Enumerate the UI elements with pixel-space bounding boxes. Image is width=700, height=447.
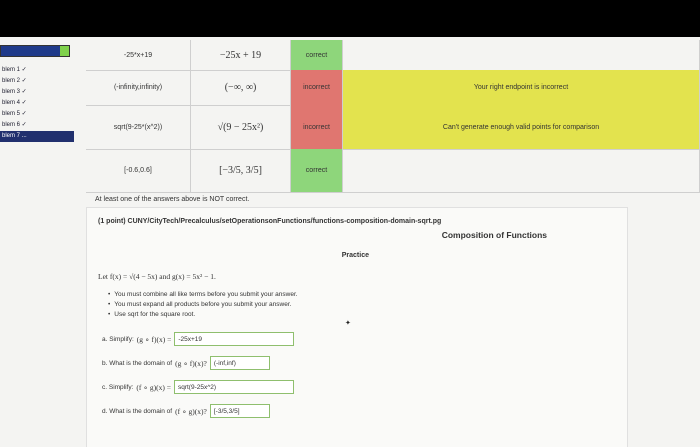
screen [0, 37, 700, 447]
sidebar-item-problem-4[interactable]: blem 4 ✓ [2, 100, 27, 106]
table-row [86, 149, 700, 193]
problem-list [0, 65, 74, 142]
status-badge: correct [291, 40, 343, 70]
sidebar-item-problem-1[interactable]: blem 1 ✓ [2, 67, 27, 73]
answer-input-d[interactable]: [-3/5,3/5] [210, 404, 270, 418]
problem-title: Composition of Functions [441, 230, 547, 240]
sidebar-item-problem-7[interactable]: blem 7 ... [0, 131, 74, 142]
question-label: d. What is the domain of [102, 407, 173, 415]
results-summary: At least one of the answers above is NOT correct. [95, 196, 250, 203]
table-row [86, 105, 700, 150]
sidebar-item-problem-5[interactable]: blem 5 ✓ [2, 111, 27, 117]
list-item: • You must expand all products before you submit your answer. [108, 300, 298, 310]
progress-bar [0, 45, 70, 57]
result-message: Your right endpoint is incorrect [343, 70, 700, 105]
status-badge: incorrect [291, 105, 343, 149]
question-c [102, 380, 294, 394]
entered-answer: sqrt(9-25*(x^2)) [86, 105, 191, 149]
instructions-list [108, 290, 298, 320]
mouse-cursor-icon: ✦ [345, 320, 351, 327]
table-row [86, 40, 700, 71]
entered-answer: [-0.6,0.6] [86, 149, 191, 192]
sidebar-item-problem-2[interactable]: blem 2 ✓ [2, 78, 27, 84]
list-item: • Use sqrt for the square root. [108, 310, 298, 320]
question-b [102, 356, 270, 370]
answer-input-c[interactable]: sqrt(9-25x^2) [174, 380, 294, 394]
sidebar [0, 37, 74, 447]
sidebar-item-problem-6[interactable]: blem 6 ✓ [2, 122, 27, 128]
question-label: c. Simplify: [102, 383, 134, 391]
problem-header: (1 point) CUNY/CityTech/Precalculus/setOperationsonFunctions/functions-composition-domain-sqrt.pg [98, 218, 442, 225]
problem-statement: Let f(x) = √(4 − 5x) and g(x) = 5x² − 1. [98, 272, 216, 281]
status-badge: correct [291, 149, 343, 192]
problem-box [86, 207, 628, 447]
question-math: (f ∘ g)(x)? [175, 406, 207, 416]
entered-answer: -25*x+19 [86, 40, 191, 70]
result-message: Can't generate enough valid points for comparison [343, 105, 700, 149]
question-label: a. Simplify: [102, 335, 134, 343]
answer-preview: [−3/5, 3/5] [191, 149, 291, 192]
question-d [102, 404, 270, 418]
answer-input-a[interactable]: -25x+19 [174, 332, 294, 346]
progress-fill [60, 46, 69, 56]
answer-preview: √(9 − 25x²) [191, 105, 291, 149]
practice-label: Practice [341, 252, 369, 259]
question-math: (g ∘ f)(x) = [136, 334, 172, 344]
question-math: (f ∘ g)(x) = [136, 382, 171, 392]
status-badge: incorrect [291, 70, 343, 105]
result-message [343, 149, 700, 192]
question-label: b. What is the domain of [102, 359, 173, 367]
table-row [86, 70, 700, 106]
answer-preview: (−∞, ∞) [191, 70, 291, 105]
answer-preview: −25x + 19 [191, 40, 291, 70]
list-item: • You must combine all like terms before you submit your answer. [108, 290, 298, 300]
result-message [343, 40, 700, 70]
answer-input-b[interactable]: (-inf,inf) [210, 356, 270, 370]
entered-answer: (-infinity,infinity) [86, 70, 191, 105]
question-math: (g ∘ f)(x)? [175, 358, 207, 368]
sidebar-item-problem-3[interactable]: blem 3 ✓ [2, 89, 27, 95]
question-a [102, 332, 294, 346]
